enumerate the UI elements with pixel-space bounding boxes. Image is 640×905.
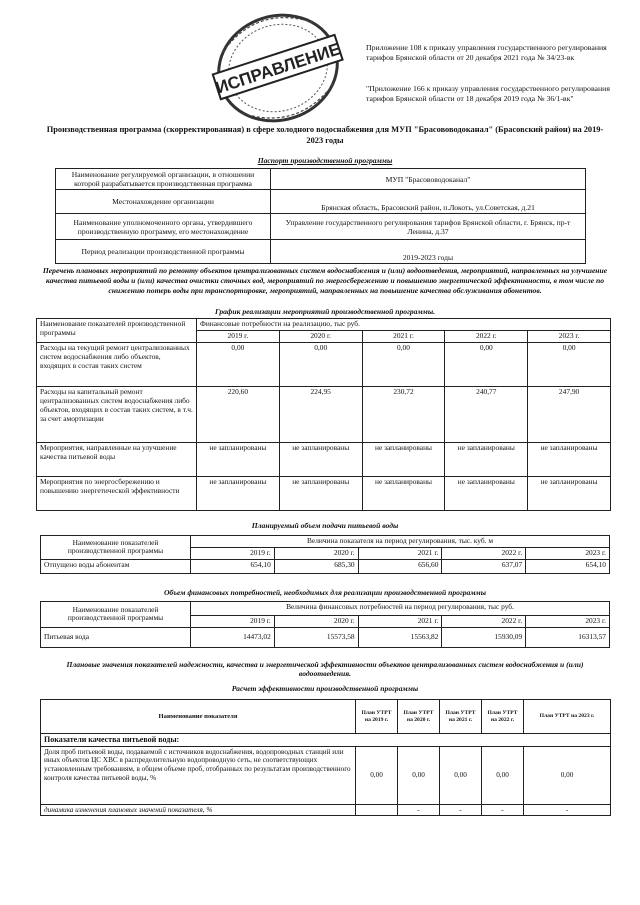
schedule-row-name: Расходы на текущий ремонт централизованных систем водоснабжения либо объектов, входящих в состав таких систем: [37, 342, 197, 386]
indicators-title: Плановые значения показателей надежности, качества и энергетической эффективности объектов централизованных систем водоснабжения и (или) водоотведения.: [66, 660, 584, 679]
table-row: [41, 559, 610, 573]
schedule-year: 2019 г.: [197, 331, 280, 343]
schedule-year: 2020 г.: [279, 331, 362, 343]
stamp-text: ИСПРАВЛЕНИЕ: [213, 39, 343, 98]
schedule-value: 224,95: [279, 386, 362, 442]
indicators-dynamics-value: -: [524, 804, 611, 816]
table-row: [37, 476, 611, 510]
indicators-year: План УТРТ на 2022 г.: [482, 700, 524, 734]
schedule-value: 230,72: [362, 386, 445, 442]
schedule-value: не запланированы: [362, 442, 445, 476]
schedule-value: не запланированы: [362, 476, 445, 510]
schedule-value: не запланированы: [197, 442, 280, 476]
indicators-year: План УТРТ на 2020 г.: [398, 700, 440, 734]
indicators-subtitle: Расчет эффективности производственной программы: [231, 684, 419, 693]
schedule-value: не запланированы: [279, 442, 362, 476]
schedule-value: не запланированы: [528, 476, 611, 510]
finance-header-name: Наименование показателей производственной программы: [41, 602, 191, 628]
measures-title: Перечень плановых мероприятий по ремонту объектов централизованных систем водоснабжения и (или) водоотведения, мероприятий, направленных на улучшение качества питьевой воды и (или) качества очистки сточных вод, мероприятий по энергосбережению и повышению энергетической эффективности, в том числе по снижению потерь воды при транспортировке, мероприятий, направленных на повышение качества обслуживания абонентов.: [42, 266, 608, 296]
supply-value: 685,30: [274, 559, 358, 573]
passport-label: Период реализации производственной программы: [56, 240, 271, 264]
finance-row-name: Питьевая вода: [41, 627, 191, 647]
supply-year: 2019 г.: [191, 548, 275, 560]
table-row: [37, 386, 611, 442]
schedule-value: 247,90: [528, 386, 611, 442]
schedule-value: не запланированы: [445, 476, 528, 510]
passport-value: 2019-2023 годы: [271, 240, 586, 264]
passport-label: Наименование регулируемой организации, в отношении которой разрабатывается производственная программа: [56, 169, 271, 190]
indicators-table: [40, 699, 611, 816]
passport-row: [56, 169, 586, 190]
indicators-row-name: Доля проб питьевой воды, подаваемой с источников водоснабжения, водопроводных станций или иных объектов ЦС ХВС в распределительную водопроводную сеть, не соответствующих установленным требованиям, в общем объеме проб, отобранных по результатам производственного контроля качества питьевой воды, %: [41, 746, 356, 804]
finance-year: 2019 г.: [191, 616, 275, 628]
supply-value: 637,07: [442, 559, 526, 573]
passport-row: [56, 190, 586, 214]
indicators-value: 0,00: [356, 746, 398, 804]
schedule-value: не запланированы: [528, 442, 611, 476]
schedule-year: 2021 г.: [362, 331, 445, 343]
table-row: [37, 442, 611, 476]
schedule-value: не запланированы: [279, 476, 362, 510]
passport-value: МУП "Брасововодоканал": [271, 169, 586, 190]
schedule-value: 0,00: [279, 342, 362, 386]
schedule-value: 0,00: [362, 342, 445, 386]
finance-year: 2023 г.: [526, 616, 610, 628]
schedule-value: не запланированы: [445, 442, 528, 476]
supply-value: 656,60: [358, 559, 442, 573]
document-title: Производственная программа (скорректированная) в сфере холодного водоснабжения для МУП "Брасововодоканал" (Брасовский район) на 2019-2023 годы: [46, 125, 604, 145]
correction-stamp: [200, 6, 350, 134]
finance-year: 2022 г.: [442, 616, 526, 628]
table-row: [41, 627, 610, 647]
indicators-header-name: Наименование показателя: [41, 700, 356, 734]
measures-subtitle: График реализации мероприятий производственной программы.: [214, 307, 436, 316]
passport-value: Управление государственного регулирования тарифов Брянской области, г. Брянск, пр-т Ленина, д.37: [271, 214, 586, 240]
supply-year: 2023 г.: [526, 548, 610, 560]
schedule-header-name: Наименование показателей производственной программы: [37, 319, 197, 343]
supply-table: [40, 535, 610, 574]
appendix-note-1: Приложение 108 к приказу управления государственного регулирования тарифов Брянской области от 20 декабря 2021 года № 34/23-вк: [366, 43, 607, 62]
indicators-value: 0,00: [482, 746, 524, 804]
finance-year: 2021 г.: [358, 616, 442, 628]
schedule-value: 0,00: [197, 342, 280, 386]
indicators-value: 0,00: [524, 746, 611, 804]
supply-year: 2020 г.: [274, 548, 358, 560]
indicators-section: Показатели качества питьевой воды:: [41, 734, 611, 747]
indicators-dynamics-name: динамика изменения плановых значений показателя, %: [41, 804, 356, 816]
indicators-dynamics-value: -: [398, 804, 440, 816]
schedule-row-name: Мероприятия по энергосбережению и повышению энергетической эффективности: [37, 476, 197, 510]
appendix-note-2: "Приложение 166 к приказу управления государственного регулирования тарифов Брянской области от 18 декабря 2019 года № 36/1-вк": [366, 84, 610, 103]
finance-title: Объем финансовых потребностей, необходимых для реализации производственной программы: [163, 588, 487, 597]
supply-title: Планируемый объем подачи питьевой воды: [251, 521, 399, 530]
schedule-value: 0,00: [445, 342, 528, 386]
finance-value: 14473,02: [191, 627, 275, 647]
passport-value: Брянская область, Брасовский район, п.Локоть, ул.Советская, д.21: [271, 190, 586, 214]
table-row: [37, 342, 611, 386]
schedule-row-name: Расходы на капитальный ремонт централизованных систем водоснабжения либо объектов, входящих в состав таких систем, в т.ч. за счет амортизации: [37, 386, 197, 442]
indicators-value: 0,00: [398, 746, 440, 804]
supply-year: 2021 г.: [358, 548, 442, 560]
passport-label: Наименование уполномоченного органа, утвердившего производственную программу, его местонахождение: [56, 214, 271, 240]
schedule-table: [36, 318, 611, 511]
table-row: [41, 746, 611, 804]
supply-year: 2022 г.: [442, 548, 526, 560]
table-row: [41, 804, 611, 816]
finance-table: [40, 601, 610, 648]
passport-table: [55, 168, 586, 264]
schedule-value: 220,60: [197, 386, 280, 442]
schedule-value: 240,77: [445, 386, 528, 442]
finance-value: 16313,57: [526, 627, 610, 647]
finance-year: 2020 г.: [274, 616, 358, 628]
indicators-year: План УТРТ на 2023 г.: [524, 700, 611, 734]
supply-value: 654,10: [526, 559, 610, 573]
supply-value: 654,10: [191, 559, 275, 573]
indicators-year: План УТРТ на 2019 г.: [356, 700, 398, 734]
supply-header-group: Величина показателя на период регулирования, тыс. куб. м: [191, 536, 610, 548]
schedule-row-name: Мероприятия, направленные на улучшение качества питьевой воды: [37, 442, 197, 476]
schedule-year: 2022 г.: [445, 331, 528, 343]
schedule-value: 0,00: [528, 342, 611, 386]
passport-row: [56, 240, 586, 264]
indicators-year: План УТРТ на 2021 г.: [440, 700, 482, 734]
indicators-value: 0,00: [440, 746, 482, 804]
passport-title: Паспорт производственной программы: [257, 156, 393, 165]
schedule-value: не запланированы: [197, 476, 280, 510]
schedule-year: 2023 г.: [528, 331, 611, 343]
supply-header-name: Наименование показателей производственной программы: [41, 536, 191, 560]
supply-row-name: Отпущено воды абонентам: [41, 559, 191, 573]
passport-row: [56, 214, 586, 240]
indicators-dynamics-value: [356, 804, 398, 816]
finance-value: 15930,09: [442, 627, 526, 647]
passport-label: Местонахождение организации: [56, 190, 271, 214]
finance-header-group: Величина финансовых потребностей на период регулирования, тыс руб.: [191, 602, 610, 616]
schedule-header-group: Финансовые потребности на реализацию, тыс руб.: [197, 319, 611, 331]
finance-value: 15573,58: [274, 627, 358, 647]
finance-value: 15563,82: [358, 627, 442, 647]
indicators-dynamics-value: -: [440, 804, 482, 816]
indicators-dynamics-value: -: [482, 804, 524, 816]
